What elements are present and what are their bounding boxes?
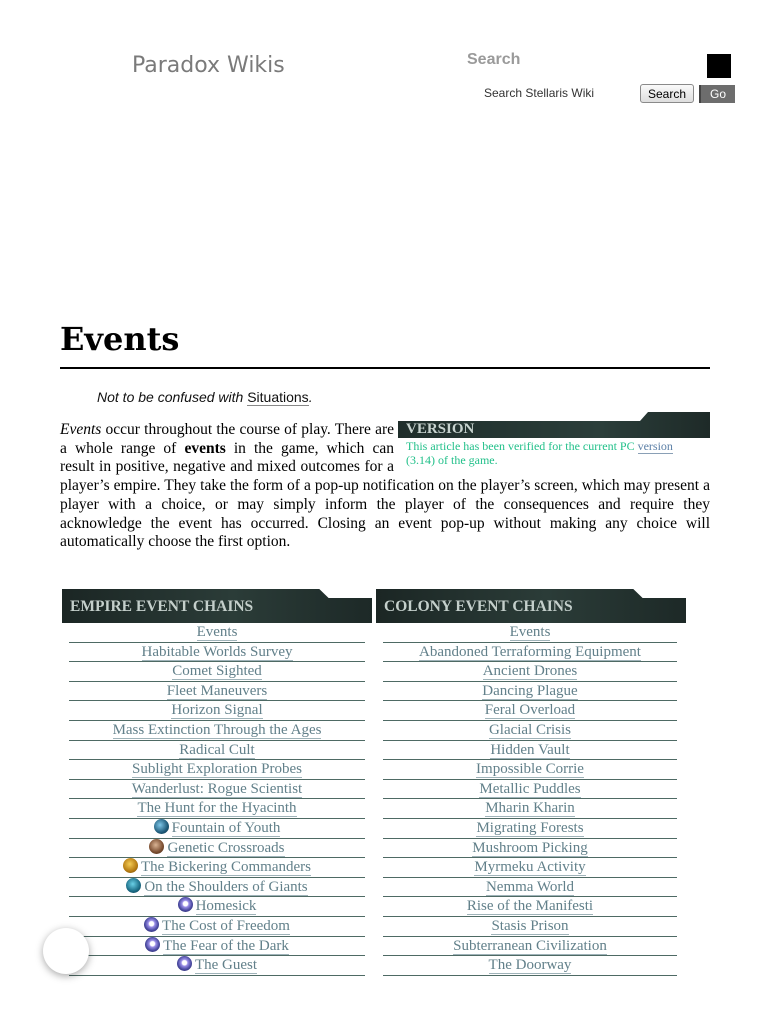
navbox-empire-header: [62, 589, 372, 623]
navbox-colony-item: [383, 878, 677, 898]
navbox-colony-link[interactable]: Events: [509, 624, 551, 640]
navbox-colony-link[interactable]: Subterranean Civilization: [453, 937, 607, 954]
shoulders-icon: [126, 878, 141, 893]
navbox-empire-link[interactable]: The Hunt for the Hyacinth: [137, 800, 297, 817]
navbox-colony-link[interactable]: Ancient Drones: [482, 663, 578, 680]
navbox-colony-link[interactable]: Mushroom Picking: [472, 839, 588, 856]
intro-text-1: occur throughout the course of play. There are a whole range of: [60, 421, 394, 457]
navbox-colony-title: COLONY EVENT CHAINS: [384, 598, 573, 615]
navbox-empire-link[interactable]: On the Shoulders of Giants: [144, 878, 308, 895]
navbox-colony-item: [383, 780, 677, 800]
navbox-empire-item: [69, 917, 365, 937]
navbox-colony-item: [383, 839, 677, 859]
navbox-empire-item: [69, 721, 365, 741]
navbox-colony-link[interactable]: Mharin Kharin: [485, 800, 575, 817]
navbox-colony-item: [383, 643, 677, 663]
navbox-colony-item: [383, 819, 677, 839]
navbox-empire-item: [69, 799, 365, 819]
fountain-icon: [154, 819, 169, 834]
navbox-empire-item: [69, 878, 365, 898]
navbox-empire-item: [69, 623, 365, 643]
version-box-body: [398, 438, 710, 467]
navbox-empire-link[interactable]: Horizon Signal: [171, 702, 263, 719]
navbox-empire-item: [69, 780, 365, 800]
navbox-colony-link[interactable]: Abandoned Terraforming Equipment: [419, 643, 641, 660]
go-button[interactable]: Go: [699, 85, 735, 103]
search-input[interactable]: [478, 84, 634, 102]
navbox-colony-link[interactable]: Feral Overload: [484, 702, 576, 719]
navbox-colony-header: [376, 589, 686, 623]
navbox-colony-link[interactable]: Nemma World: [485, 878, 575, 895]
version-text-prefix: This article has been verified for the current PC: [406, 439, 638, 453]
navbox-empire-item: [69, 937, 365, 957]
hatnote-suffix: .: [308, 389, 313, 405]
navbox-colony-item: [383, 662, 677, 682]
navbox-colony-item: [383, 701, 677, 721]
navbox-empire-link[interactable]: The Fear of the Dark: [163, 937, 289, 954]
genetic-icon: [149, 839, 164, 854]
navbox-colony-link[interactable]: Impossible Corrie: [476, 761, 584, 778]
search-heading: Search: [467, 51, 521, 68]
navbox-colony-item: [383, 917, 677, 937]
hatnote-prefix: Not to be confused with: [97, 389, 248, 405]
navbox-colony-item: [383, 760, 677, 780]
navbox-empire-link[interactable]: Mass Extinction Through the Ages: [112, 721, 322, 738]
navbox-empire-list: [69, 623, 365, 976]
intro-events-italic: Events: [60, 421, 102, 438]
navbox-empire-link[interactable]: Events: [196, 624, 238, 640]
navbox-empire-link[interactable]: Fleet Maneuvers: [166, 682, 268, 699]
version-link[interactable]: version: [637, 439, 673, 453]
version-header-text: VERSION: [406, 421, 475, 437]
navbox-empire-link[interactable]: Homesick: [195, 898, 257, 915]
navbox-empire-event-chains: [62, 589, 372, 976]
navbox-colony-item: [383, 741, 677, 761]
navbox-empire-item: [69, 643, 365, 663]
navbox-colony-item: [383, 956, 677, 976]
version-text-suffix: (3.14) of the game.: [406, 453, 498, 467]
hatnote: [97, 389, 313, 405]
navbox-empire-item: [69, 701, 365, 721]
psionic-icon: [178, 897, 193, 912]
navbox-empire-item: [69, 662, 365, 682]
navbox-empire-link[interactable]: Genetic Crossroads: [167, 839, 285, 856]
page-title: Events: [60, 320, 180, 358]
navbox-empire-link[interactable]: Sublight Exploration Probes: [132, 761, 302, 778]
navbox-empire-item: [69, 682, 365, 702]
psionic-icon: [145, 937, 160, 952]
version-box-header: [398, 412, 710, 438]
navbox-colony-item: [383, 858, 677, 878]
psionic-icon: [177, 956, 192, 971]
version-box: [398, 412, 710, 467]
navbox-colony-link[interactable]: Migrating Forests: [476, 819, 584, 836]
navbox-colony-item: [383, 897, 677, 917]
navbox-colony-link[interactable]: Stasis Prison: [491, 917, 569, 934]
navbox-colony-item: [383, 799, 677, 819]
navbox-empire-title: EMPIRE EVENT CHAINS: [70, 598, 254, 615]
navbox-empire-item: [69, 858, 365, 878]
navbox-empire-item: [69, 760, 365, 780]
intro-paragraph: [60, 421, 710, 552]
navbox-colony-item: [383, 937, 677, 957]
navbox-empire-item: [69, 956, 365, 976]
navbox-empire-link[interactable]: Fountain of Youth: [171, 819, 281, 836]
navbox-colony-link[interactable]: Dancing Plague: [482, 682, 578, 699]
navbox-colony-link[interactable]: Hidden Vault: [490, 741, 570, 758]
navbox-empire-link[interactable]: The Bickering Commanders: [141, 859, 311, 876]
navbox-empire-item: [69, 897, 365, 917]
psionic-icon: [144, 917, 159, 932]
intro-text-2: in the game, which can result in positive, negative and mixed outcomes for a player’s empire. They take the form of a pop-up notification on the player’s screen, which may present a player with a choice, or may simply inform the player of the consequences and require they acknowledge the event has occurred. Closing an event pop-up without making any choice will automatically choose the first option.: [60, 439, 710, 551]
navbox-empire-item: [69, 741, 365, 761]
navbox-colony-item: [383, 682, 677, 702]
navbox-empire-item: [69, 839, 365, 859]
navbox-colony-item: [383, 623, 677, 643]
navbox-colony-link[interactable]: Metallic Puddles: [479, 780, 581, 797]
navbox-empire-link[interactable]: The Guest: [194, 957, 258, 974]
hatnote-link-situations[interactable]: Situations: [247, 389, 309, 405]
navbox-empire-link[interactable]: Wanderlust: Rogue Scientist: [131, 780, 303, 797]
navbox-colony-event-chains: [376, 589, 686, 976]
navbox-colony-link[interactable]: Rise of the Manifesti: [466, 898, 594, 915]
navbox-empire-item: [69, 819, 365, 839]
navbox-colony-link[interactable]: Glacial Crisis: [488, 721, 572, 738]
navbox-empire-link[interactable]: Habitable Worlds Survey: [141, 643, 293, 660]
site-logo[interactable]: Paradox Wikis: [132, 53, 285, 78]
navbox-colony-link[interactable]: Myrmeku Activity: [474, 859, 586, 876]
floating-action-button[interactable]: [43, 928, 89, 974]
search-button[interactable]: Search: [640, 84, 694, 103]
navbox-colony-link[interactable]: The Doorway: [488, 957, 572, 974]
navbox-empire-link[interactable]: The Cost of Freedom: [162, 917, 290, 934]
navbox-colony-item: [383, 721, 677, 741]
bickering-icon: [123, 858, 138, 873]
menu-toggle-icon[interactable]: [707, 54, 731, 78]
navbox-colony-list: [383, 623, 677, 976]
title-divider: [60, 367, 710, 369]
navbox-empire-link[interactable]: Comet Sighted: [172, 663, 262, 680]
navbox-empire-link[interactable]: Radical Cult: [179, 741, 255, 758]
intro-events-bold: events: [184, 439, 226, 457]
